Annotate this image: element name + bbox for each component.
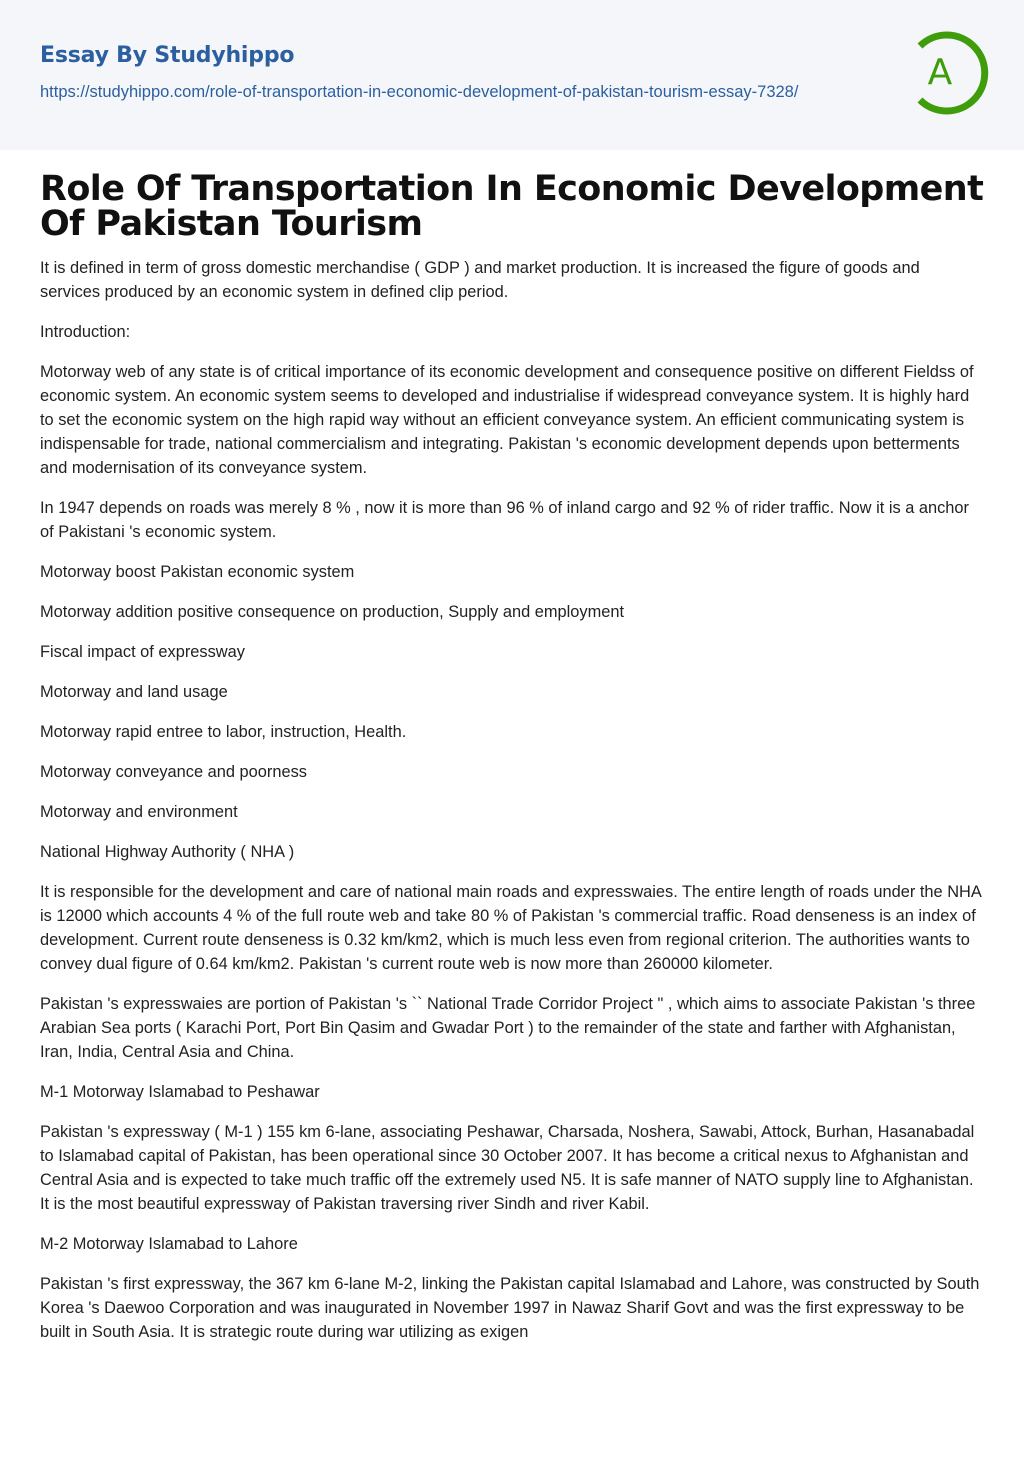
paragraph-introduction-label: Introduction: — [40, 323, 131, 341]
essay-content — [0, 150, 1024, 1344]
paragraph-trade-corridor: Pakistan 's expresswaies are portion of Pakistan 's `` National Trade Corridor Project " , which aims to associate Pakistan 's three Arabian Sea ports ( Karachi Port, Port Bin Qasim and Gwadar Port ) to the remainder of the state and farther with Afghanistan, Iran, India, Central Asia and China. — [40, 995, 976, 1061]
topic-item: Motorway addition positive consequence on production, Supply and employment — [40, 603, 625, 621]
studyhippo-logo[interactable] — [900, 28, 990, 118]
paragraph-intro-definition: It is defined in term of gross domestic merchandise ( GDP ) and market production. It is increased the figure of goods and services produced by an economic system in defined clip period. — [40, 259, 920, 301]
section-heading-nha: National Highway Authority ( NHA ) — [40, 843, 295, 861]
topic-item: Motorway rapid entree to labor, instruction, Health. — [40, 723, 407, 741]
topic-item: Motorway and land usage — [40, 683, 228, 701]
paragraph-nha: It is responsible for the development and care of national main roads and expresswaies. The entire length of roads under the NHA is 12000 which accounts 4 % of the full route web and take 80 % of Pakistan 's commercial traffic. Road denseness is an index of development. Current route denseness is 0.32 km/km2, which is much less even from regional criterion. The authorities wants to convey dual figure of 0.64 km/km2. Pakistan 's current route web is now more than 260000 kilometer. — [40, 883, 981, 973]
paragraph-m1: Pakistan 's expressway ( M-1 ) 155 km 6-lane, associating Peshawar, Charsada, Noshera, Sawabi, Attock, Burhan, Hasanabadal to Islamabad capital of Pakistan, has been operational since 30 October 2007. It has become a critical nexus to Afghanistan and Central Asia and is expected to take much traffic off the extremely used N5. It is safe manner of NATO supply line to Afghanistan. It is the most beautiful expressway of Pakistan traversing river Sindh and river Kabil. — [40, 1123, 975, 1213]
logo-letter: A — [927, 51, 953, 93]
paragraph-1947-roads: In 1947 depends on roads was merely 8 % , now it is more than 96 % of inland cargo and 92 % of rider traffic. Now it is a anchor of Pakistani 's economic system. — [40, 499, 970, 541]
essay-title: Role Of Transportation In Economic Development Of Pakistan Tourism — [40, 169, 984, 244]
paragraph-motorway-web: Motorway web of any state is of critical importance of its economic development and consequence positive on different Fieldss of economic system. An economic system seems to developed and industrialise if widespread conveyance system. It is highly hard to set the economic system on the high rapid way without an efficient conveyance system. An efficient communicating system is indispensable for trade, national commercialism and integrating. Pakistan 's economic development depends upon betterments and modernisation of its conveyance system. — [40, 363, 974, 477]
paragraph-m2: Pakistan 's first expressway, the 367 km 6-lane M-2, linking the Pakistan capital Islamabad and Lahore, was constructed by South Korea 's Daewoo Corporation and was inaugurated in November 1997 in Nawaz Sharif Govt and was the first expressway to be built in South Asia. It is strategic route during war utilizing as exigen — [40, 1275, 980, 1341]
source-url-link[interactable]: https://studyhippo.com/role-of-transportation-in-economic-development-of-pakistan-tourism-essay-7328/ — [40, 83, 799, 101]
topic-item: Fiscal impact of expressway — [40, 643, 245, 661]
section-heading-m1: M-1 Motorway Islamabad to Peshawar — [40, 1083, 320, 1101]
section-heading-m2: M-2 Motorway Islamabad to Lahore — [40, 1235, 298, 1253]
topic-item: Motorway boost Pakistan economic system — [40, 563, 355, 581]
topic-item: Motorway conveyance and poorness — [40, 763, 307, 781]
topic-item: Motorway and environment — [40, 803, 238, 821]
brand-title: Essay By Studyhippo — [40, 43, 295, 68]
site-header — [0, 0, 1024, 150]
